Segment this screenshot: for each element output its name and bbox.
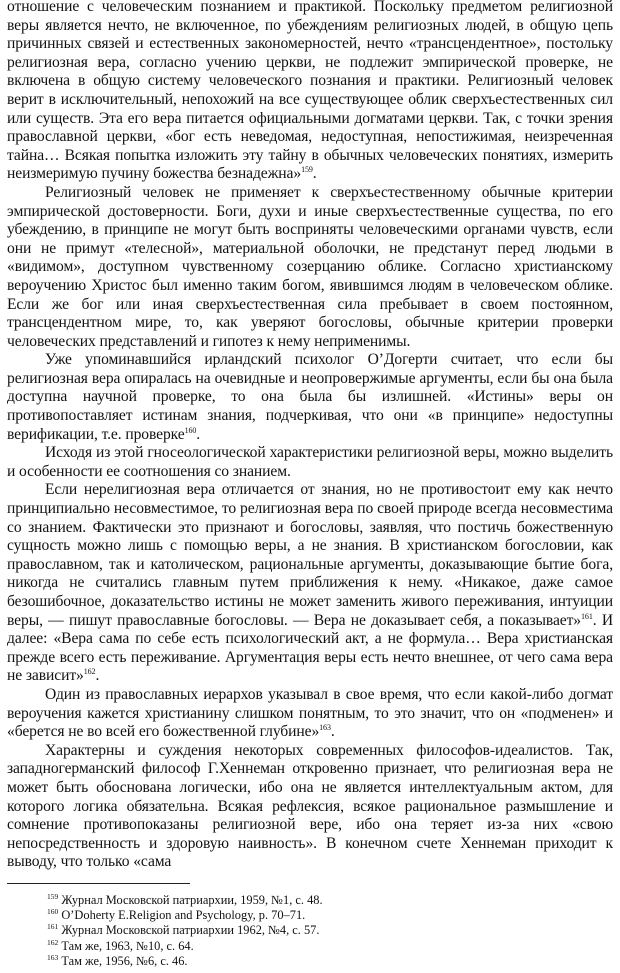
paragraph-2: Религиозный человек не применяет к сверхъестественному обычные критерии эмпирической достоверности. Боги, духи и иные сверхъестественные существа, по его убеждению, в принципе не могут быть восприняты человеческими органами чувств, если они не примут «телесной», материальной оболочки, не предстанут перед людьми в «видимом», доступном чувственному созерцанию облике. Согласно христианскому вероучению Христос был именно таким богом, явившимся людям в человеческом облике. Если же бог или иная сверхъестественная сила пребывает в своем постоянном, трансцендентном мире, то, как уверяют богословы, обычные критерии проверки человеческих представлений и гипотез к нему неприменимы.: [7, 183, 613, 350]
footnote-ref-161[interactable]: 161: [581, 611, 593, 621]
footnote-ref-162[interactable]: 162: [83, 667, 96, 677]
paragraph-7: Характерны и суждения некоторых современных философов-идеалистов. Так, западногерманский философ Г.Хеннеман откровенно признает, что религиозная вера не может быть обоснована логически, ибо она не является интеллектуальным актом, для которого логика обязательна. Всякая рефлексия, всякое рациональное размышление и сомнение противопоказаны религиозной вере, ибо она теряет из-за них «свою непосредственность и здоровую наивность». В конечном счете Хеннеман приходит к выводу, что только «сама: [7, 741, 613, 871]
footnote-divider: [7, 883, 190, 884]
footnote-162: $^{162}$ Там же, 1963, №10, с. 64.: [47, 937, 194, 953]
footnotes-list: [47, 893, 323, 969]
paragraph-1: отношение с человеческим познанием и практикой. Поскольку предметом религиозной веры является нечто, не включенное, по убеждениям религиозных людей, в общую цепь причинных связей и естественных закономерностей, нечто «трансцендентное», постольку религиозная вера, согласно учению церкви, не подлежит эмпирической проверке, не включена в общую систему человеческого познания и практики. Религиозный человек верит в исключительный, непохожий на все существующее облик сверхъестественных сил или существ. Эта его вера питается официальными догматами церкви. Так, с точки зрения православной церкви, «бог есть неведомая, недоступная, непостижимая, неизреченная тайна… Всякая попытка изложить эту тайну в обычных человеческих понятиях, измерить неизмеримую пучину божества безнадежна»$^{159}$.: [7, 0, 613, 183]
body-text: [7, 0, 613, 872]
paragraph-5: Если нерелигиозная вера отличается от знания, но не противостоит ему как нечто принципиально несовместимое, то религиозная вера по своей природе всегда несовместима со знанием. Фактически это признают и богословы, заявляя, что постичь божественную сущность можно лишь с помощью веры, а не знания. В христианском богословии, как православном, так и католическом, рациональные аргументы, доказывающие бытие бога, никогда не считались главным путем приближения к нему. «Никакое, даже самое безошибочное, доказательство истины не может заменить живого переживания, интуиции веры, — пишут православные богословы. — Вера не доказывает себя, а показывает»$^{161}$. И далее: «Вера сама по себе есть психологический акт, а не формула… Вера христианская прежде всего есть переживание. Аргументация веры есть нечто внешнее, от чего сама вера не зависит»$^{162}$.: [7, 481, 613, 685]
footnote-161: $^{161}$ Журнал Московской патриархии 1962, №4, с. 57.: [47, 922, 320, 938]
paragraph-3: Уже упоминавшийся ирландский психолог О’Догерти считает, что если бы религиозная вера опиралась на очевидные и неопровержимые аргументы, если бы она была доступна научной проверке, то она была бы излишней. «Истины» веры он противопоставляет истинам знания, подчеркивая, что они «в принципе» недоступны верификации, т.е. проверке$^{160}$.: [7, 351, 613, 443]
footnote-163: $^{163}$ Там же, 1956, №6, с. 46.: [47, 952, 188, 968]
paragraph-4: Исходя из этой гносеологической характеристики религиозной веры, можно выделить и особенности ее соотношения со знанием.: [7, 444, 613, 480]
paragraph-6: Один из православных иерархов указывал в свое время, что если какой-либо догмат вероучения кажется христианину слишком понятным, то это значит, что он «подменен» и «берется не во всей его божественной глубине»$^{163}$.: [7, 685, 613, 741]
footnote-159: $^{159}$ Журнал Московской патриархии, 1959, №1, с. 48.: [47, 892, 323, 907]
footnote-ref-159[interactable]: 159: [301, 165, 313, 175]
footnote-ref-163[interactable]: 163: [319, 723, 331, 733]
footnote-160: $^{160}$ O’Doherty E.Religion and Psychology, p. 70–71.: [47, 907, 306, 923]
footnote-ref-160[interactable]: 160: [184, 425, 197, 435]
